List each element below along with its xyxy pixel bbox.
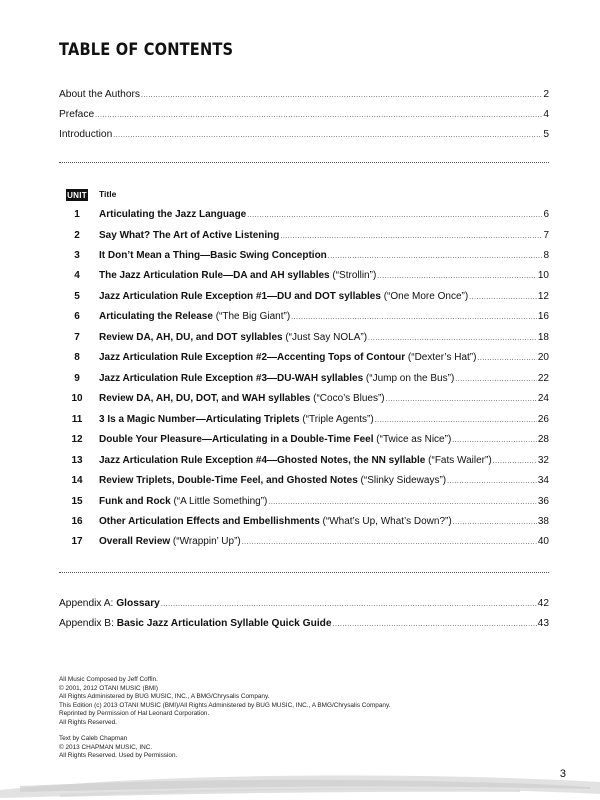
unit-page: 8: [543, 250, 549, 261]
toc-entry-about-authors[interactable]: [59, 89, 549, 105]
dot-leader: [453, 519, 537, 526]
credit-line: This Edition (c) 2013 OTANI MUSIC (BMI)/All Rights Administered by BUG MUSIC, INC., A BMG/Chrysalis Company.: [59, 701, 391, 709]
unit-tune: (“One More Once”): [380, 291, 469, 302]
dot-leader: [333, 621, 537, 628]
toc-entry-label: [59, 598, 160, 609]
toc-entry-label: Introduction: [59, 129, 113, 140]
toc-entry-page: 2: [543, 89, 549, 100]
unit-tune: (“Just Say NOLA”): [282, 332, 368, 343]
appendix-title: Basic Jazz Articulation Syllable Quick Guide: [116, 618, 332, 629]
unit-title: Review DA, AH, DU, DOT, and WAH syllables: [99, 393, 311, 404]
credit-line: Text by Caleb Chapman: [59, 735, 128, 742]
unit-row-1[interactable]: [66, 209, 549, 225]
unit-title: Review Triplets, Double-Time Feel, and Ghosted Notes: [99, 475, 358, 486]
unit-number: 5: [74, 291, 80, 302]
dot-leader: [477, 355, 536, 362]
unit-title: Overall Review: [99, 536, 171, 547]
unit-number: 8: [74, 352, 80, 363]
appendix-title: Glossary: [116, 598, 160, 609]
unit-tune: (“The Big Giant”): [212, 311, 291, 322]
dot-leader: [95, 112, 542, 119]
unit-title: It Don’t Mean a Thing—Basic Swing Conception: [99, 250, 327, 261]
unit-page: 16: [537, 311, 549, 322]
dot-leader: [377, 273, 537, 280]
unit-title: Articulating the Release: [99, 311, 213, 322]
toc-entry-appendix-a[interactable]: [59, 598, 549, 614]
appendix-prefix: Appendix A:: [59, 598, 117, 609]
unit-row-4[interactable]: [66, 270, 549, 286]
title-column-header: Title: [99, 189, 117, 199]
section-divider: [59, 572, 549, 573]
dot-leader: [493, 458, 537, 465]
dot-leader: [452, 437, 537, 444]
unit-title: Jazz Articulation Rule Exception #2—Accenting Tops of Contour: [99, 352, 406, 363]
unit-tune: (“Dexter’s Hat”): [405, 352, 477, 363]
unit-tune: (“Twice as Nice”): [373, 434, 452, 445]
unit-tune: (“Coco’s Blues”): [310, 393, 385, 404]
unit-number: 6: [74, 311, 80, 322]
unit-number: 9: [74, 373, 80, 384]
music-credits: [59, 676, 390, 728]
unit-page: 34: [537, 475, 549, 486]
unit-title: Jazz Articulation Rule Exception #4—Ghosted Notes, the NN syllable: [99, 455, 426, 466]
unit-row-3[interactable]: [66, 250, 549, 266]
unit-title: Other Articulation Effects and Embellishments: [99, 516, 320, 527]
toc-entry-page: 42: [537, 598, 549, 609]
appendix-prefix: Appendix B:: [59, 618, 117, 629]
unit-title: Jazz Articulation Rule Exception #1—DU and DOT syllables: [99, 291, 381, 302]
toc-entry-page: 5: [543, 129, 549, 140]
dot-leader: [268, 499, 536, 506]
dot-leader: [328, 253, 543, 260]
unit-number: 17: [71, 536, 83, 547]
unit-title: Review DA, AH, DU, and DOT syllables: [99, 332, 283, 343]
dot-leader: [447, 478, 537, 485]
unit-title: 3 Is a Magic Number—Articulating Triplets: [99, 414, 300, 425]
unit-page: 12: [537, 291, 549, 302]
unit-tune: (“Jump on the Bus”): [363, 373, 455, 384]
unit-number: 2: [74, 230, 80, 241]
unit-number: 15: [71, 496, 83, 507]
unit-number: 14: [71, 475, 83, 486]
dot-leader: [368, 335, 537, 342]
unit-page: 26: [537, 414, 549, 425]
unit-header-badge: UNIT: [67, 190, 87, 200]
unit-tune: (“A Little Something”): [170, 496, 268, 507]
unit-tune: (“Slinky Sideways”): [357, 475, 447, 486]
credit-line: All Music Composed by Jeff Coffin.: [59, 676, 158, 683]
credit-line: All Rights Reserved. Used by Permission.: [59, 752, 178, 760]
unit-tune: (“Wrappin’ Up”): [170, 536, 241, 547]
unit-row-10[interactable]: [66, 393, 549, 409]
unit-tune: (“Triple Agents”): [299, 414, 374, 425]
dot-leader: [161, 601, 537, 608]
unit-tune: (“What’s Up, What’s Down?”): [319, 516, 452, 527]
unit-row-12[interactable]: [66, 434, 549, 450]
credit-line: All Rights Reserved.: [59, 718, 117, 726]
unit-number: 13: [71, 455, 83, 466]
unit-page: 28: [537, 434, 549, 445]
credit-line: © 2013 CHAPMAN MUSIC, INC.: [59, 743, 153, 751]
unit-number: 16: [71, 516, 83, 527]
toc-entry-label: [59, 618, 332, 629]
unit-title: Jazz Articulation Rule Exception #3—DU-WAH syllables: [99, 373, 364, 384]
unit-number: 10: [71, 393, 83, 404]
section-divider: [59, 162, 549, 163]
unit-row-16[interactable]: [66, 516, 549, 532]
unit-title: The Jazz Articulation Rule—DA and AH syllables: [99, 270, 330, 281]
unit-title: Funk and Rock: [99, 496, 171, 507]
toc-entry-introduction[interactable]: [59, 129, 549, 145]
unit-number: 7: [74, 332, 80, 343]
unit-page: 22: [537, 373, 549, 384]
brush-stroke-decoration: [0, 760, 600, 800]
toc-entry-label: Preface: [59, 109, 95, 120]
dot-leader: [386, 396, 537, 403]
dot-leader: [280, 233, 542, 240]
unit-page: 6: [543, 209, 549, 220]
dot-leader: [375, 417, 537, 424]
unit-page: 38: [537, 516, 549, 527]
unit-number: 1: [74, 209, 80, 220]
page-title: TABLE OF CONTENTS: [59, 40, 234, 60]
toc-entry-page: 4: [543, 109, 549, 120]
unit-page: 40: [537, 536, 549, 547]
dot-leader: [113, 132, 542, 139]
unit-row-6[interactable]: [66, 311, 549, 327]
unit-row-5[interactable]: [66, 291, 549, 307]
unit-page: 18: [537, 332, 549, 343]
unit-number: 3: [74, 250, 80, 261]
dot-leader: [247, 212, 542, 219]
unit-tune: (“Strollin”): [329, 270, 377, 281]
toc-entry-page: 43: [537, 618, 549, 629]
credit-line: All Rights Administered by BUG MUSIC, INC., A BMG/Chrysalis Company.: [59, 693, 270, 701]
dot-leader: [291, 314, 537, 321]
unit-page: 10: [537, 270, 549, 281]
dot-leader: [242, 539, 537, 546]
unit-row-13[interactable]: [66, 455, 549, 471]
unit-page: 7: [543, 230, 549, 241]
toc-entry-label: About the Authors: [59, 89, 140, 100]
unit-row-7[interactable]: [66, 332, 549, 348]
unit-row-9[interactable]: [66, 373, 549, 389]
unit-row-17[interactable]: [66, 536, 549, 552]
unit-page: 24: [537, 393, 549, 404]
page-number: 3: [559, 768, 566, 780]
toc-entry-appendix-b[interactable]: [59, 618, 549, 634]
unit-number: 4: [74, 270, 80, 281]
unit-title: Articulating the Jazz Language: [99, 209, 247, 220]
credit-line: Reprinted by Permission of Hal Leonard Corporation.: [59, 710, 210, 718]
unit-row-8[interactable]: [66, 352, 549, 368]
unit-row-15[interactable]: [66, 496, 549, 512]
unit-title: Say What? The Art of Active Listening: [99, 230, 280, 241]
unit-number: 12: [71, 434, 83, 445]
unit-page: 36: [537, 496, 549, 507]
unit-row-14[interactable]: [66, 475, 549, 491]
credit-line: © 2001, 2012 OTANI MUSIC (BMI): [59, 684, 159, 692]
dot-leader: [455, 376, 537, 383]
unit-page: 20: [537, 352, 549, 363]
toc-entry-preface[interactable]: [59, 109, 549, 125]
dot-leader: [469, 294, 537, 301]
unit-page: 32: [537, 455, 549, 466]
unit-tune: (“Fats Wailer”): [425, 455, 492, 466]
unit-row-11[interactable]: [66, 414, 549, 430]
text-credits: [59, 735, 177, 761]
unit-number: 11: [71, 414, 83, 425]
dot-leader: [141, 92, 542, 99]
unit-row-2[interactable]: [66, 230, 549, 246]
unit-title: Double Your Pleasure—Articulating in a Double-Time Feel: [99, 434, 374, 445]
